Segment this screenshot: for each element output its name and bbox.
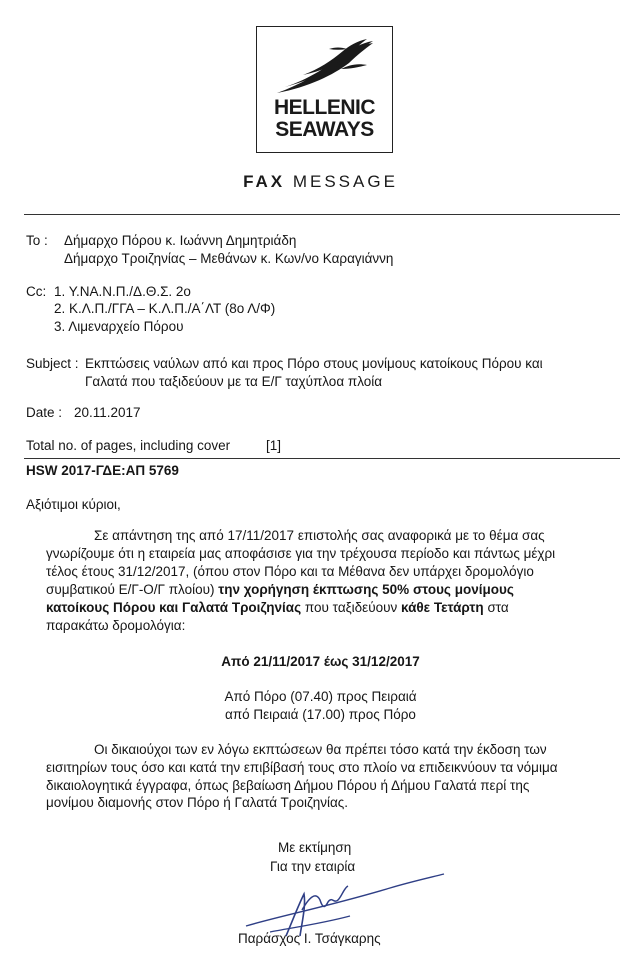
cc-item-3: 3. Λιμεναρχείο Πόρου <box>54 319 184 334</box>
date-value: 20.11.2017 <box>74 405 141 420</box>
paragraph-1-line-5 <box>46 600 509 615</box>
subject-line-2: Γαλατά που ταξιδεύουν με τα Ε/Γ ταχύπλοα πλοία <box>85 374 383 389</box>
every-wednesday-text: κάθε Τετάρτη <box>400 600 484 615</box>
paragraph-2-line-2: εισιτηρίων τους όσο και κατά την επιβίβασή τους στο πλοίο να επιδεικνύουν τα νόμιμα <box>46 760 558 775</box>
title-message: MESSAGE <box>285 172 398 191</box>
title-fax: FAX <box>243 172 286 191</box>
to-recipient-1: Δήμαρχο Πόρου κ. Ιωάννη Δημητριάδη <box>64 233 297 248</box>
subject-line-1: Εκπτώσεις ναύλων από και προς Πόρο στους μονίμους κατοίκους Πόρου και <box>85 356 543 371</box>
total-pages-label: Total no. of pages, including cover <box>26 438 231 453</box>
cc-label: Cc: <box>26 284 47 299</box>
reference-number: HSW 2017-ΓΔΕ:ΑΠ 5769 <box>26 463 179 478</box>
route-1: Από Πόρο (07.40) προς Πειραιά <box>224 689 417 704</box>
closing-company: Για την εταιρία <box>270 859 356 874</box>
paragraph-1-line-1: Σε απάντηση της από 17/11/2017 επιστολής σας αναφορικά με το θέμα σας <box>94 528 545 543</box>
paragraph-1-line-4 <box>46 582 514 597</box>
company-logo <box>256 26 393 153</box>
salutation: Αξιότιμοι κύριοι, <box>26 497 121 512</box>
paragraph-2-line-4: μονίμου διαμονής στον Πόρο ή Γαλατά Τροιζηνίας. <box>46 795 349 810</box>
pages-divider <box>24 458 620 459</box>
residents-text: κατοίκους Πόρου και Γαλατά Τροιζηνίας <box>46 600 302 615</box>
subject-label: Subject : <box>26 356 79 371</box>
paragraph-1-line-3: τέλος έτους 31/12/2017, (όπου στον Πόρο και τα Μέθανα δεν υπάρχει δρομολόγιο <box>46 564 534 579</box>
in-the-text: στα <box>487 600 509 615</box>
logo-text-seaways: SEAWAYS <box>275 118 374 141</box>
to-recipient-2: Δήμαρχο Τροιζηνίας – Μεθάνων κ. Κων/νο Καραγιάννη <box>64 251 394 266</box>
paragraph-2-line-3: δικαιολογητικά έγγραφα, όπως βεβαίωση Δήμου Πόρου ή Δήμου Γαλατά περί της <box>46 778 530 793</box>
paragraph-1-line-6: παρακάτω δρομολόγια: <box>46 618 186 633</box>
contract-ship-text: συμβατικού Ε/Γ-Ο/Γ πλοίου) <box>46 582 215 597</box>
seagulls-logo-icon <box>269 35 381 97</box>
date-label: Date : <box>26 405 63 420</box>
document-title <box>0 172 641 192</box>
to-label: To : <box>26 233 48 248</box>
cc-item-1: 1. Υ.ΝΑ.Ν.Π./Δ.Θ.Σ. 2ο <box>54 284 191 299</box>
total-pages-value: [1] <box>266 438 282 453</box>
cc-item-2: 2. Κ.Λ.Π./ΓΓΑ – Κ.Λ.Π./Α΄ΛΤ (8ο Λ/Φ) <box>54 301 276 316</box>
closing-regards: Με εκτίμηση <box>278 840 352 855</box>
signatory-name: Παράσχος Ι. Τσάγκαρης <box>238 931 381 946</box>
header-divider <box>24 214 620 215</box>
route-2: από Πειραιά (17.00) προς Πόρο <box>225 707 416 722</box>
discount-period: Από 21/11/2017 έως 31/12/2017 <box>221 654 420 669</box>
logo-text-hellenic: HELLENIC <box>274 96 375 119</box>
paragraph-1-line-2: γνωρίζουμε ότι η εταιρεία μας αποφάσισε για την τρέχουσα περίοδο και πάντως μέχρι <box>46 546 556 561</box>
paragraph-2-line-1: Οι δικαιούχοι των εν λόγω εκπτώσεων θα πρέπει τόσο κατά την έκδοση των <box>94 742 547 757</box>
discount-grant-text: την χορήγηση έκπτωσης 50% στους μονίμους <box>218 582 514 597</box>
travelling-text: που ταξιδεύουν <box>304 600 398 615</box>
